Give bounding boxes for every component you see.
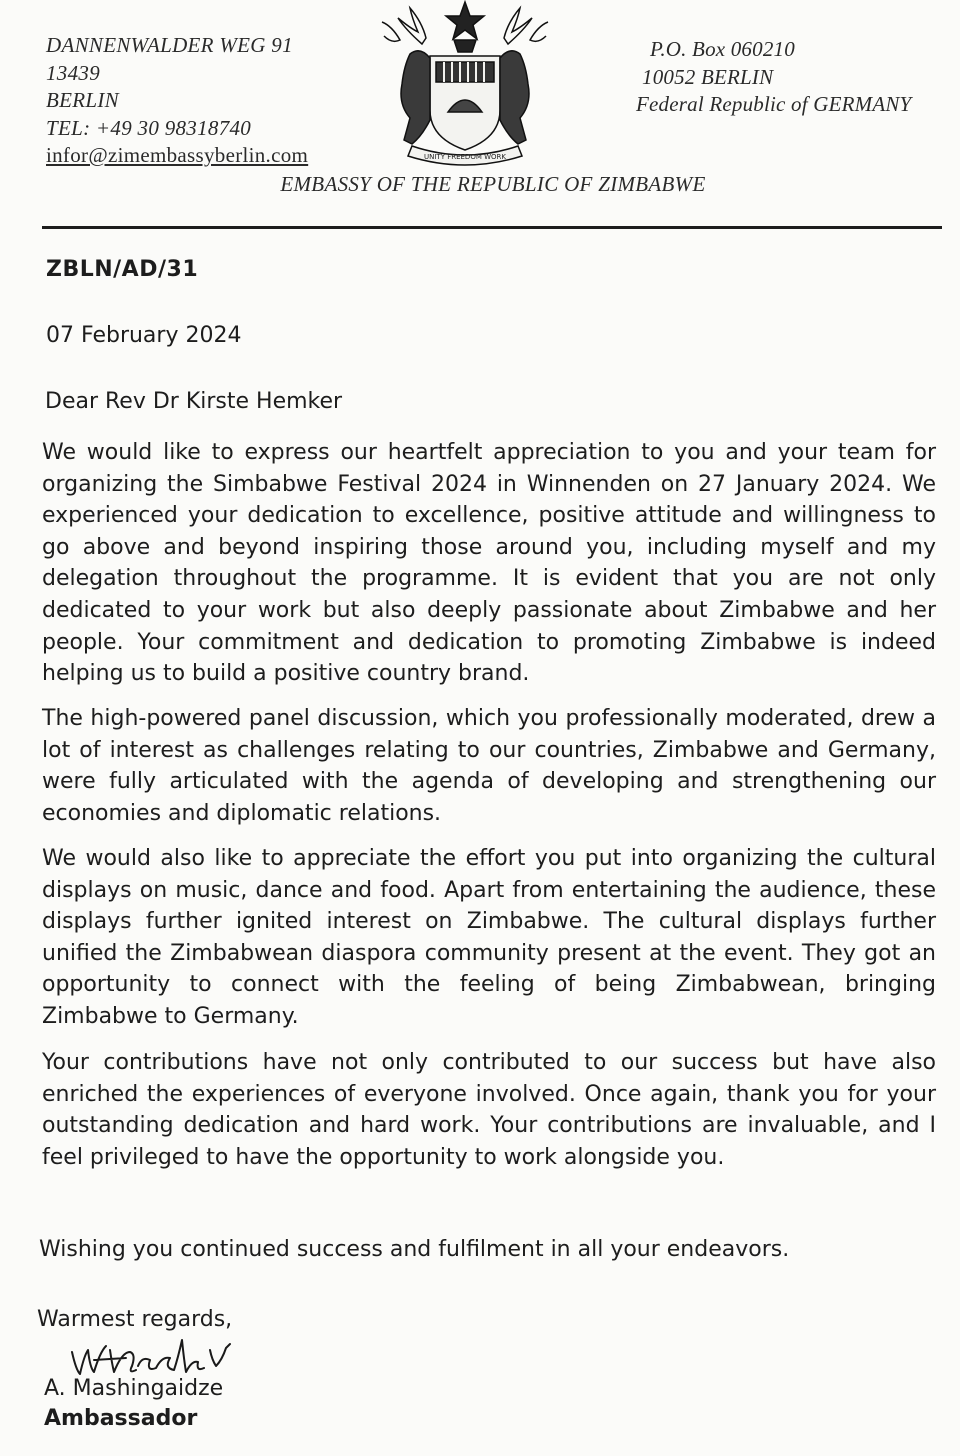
- po-box: P.O. Box 060210: [650, 37, 795, 61]
- address-phone: TEL: +49 30 98318740: [46, 115, 252, 140]
- salutation: Dear Rev Dr Kirste Hemker: [45, 389, 343, 414]
- email-address[interactable]: infor@zimembassyberlin.com: [46, 143, 309, 167]
- closing-line: Wishing you continued success and fulfilment in all your endeavors.: [39, 1237, 790, 1262]
- reference-number: ZBLN/AD/31: [46, 257, 199, 282]
- handwritten-signature: [66, 1330, 246, 1380]
- zimbabwe-coat-of-arms-icon: [352, 0, 578, 170]
- body-paragraph-2: The high-powered panel discussion, which you professionally moderated, drew a lot of interest as challenges relating to our countries, Zimbabwe and Germany, were fully articulated with the agenda of developing and strengthening our economies and diplomatic relations.: [42, 706, 936, 826]
- letterhead-divider: [42, 226, 942, 229]
- country: Federal Republic of GERMANY: [636, 92, 912, 116]
- signatory-name: A. Mashingaidze: [44, 1376, 224, 1401]
- embassy-name: EMBASSY OF THE REPUBLIC OF ZIMBABWE: [280, 172, 706, 196]
- po-city: 10052 BERLIN: [642, 64, 774, 89]
- signatory-title: Ambassador: [44, 1406, 198, 1431]
- address-street: DANNENWALDER WEG 91: [46, 33, 293, 57]
- body-paragraph-3: We would also like to appreciate the effort you put into organizing the cultural displays on music, dance and food. Apart from entertaining the audience, these displays further ignited interest on Zimbabwe. The cultural displays further unified the Zimbabwean diaspora community present at the event. They got an opportunity to connect with the feeling of being Zimbabwean, bringing Zimbabwe to Germany.: [42, 846, 936, 1029]
- sender-address-right: [636, 36, 911, 119]
- address-city: BERLIN: [46, 88, 119, 112]
- sender-address-left: [46, 32, 308, 170]
- address-postcode: 13439: [46, 60, 100, 85]
- sign-off: Warmest regards,: [37, 1307, 233, 1332]
- crest-motto: UNITY FREEDOM WORK: [424, 153, 506, 161]
- body-paragraph-1: We would like to express our heartfelt appreciation to you and your team for organizing the Simbabwe Festival 2024 in Winnenden on 27 January 2024. We experienced your dedication to excellence, positive attitude and willingness to go above and beyond inspiring those around you, including myself and my delegation throughout the programme. It is evident that you are not only dedicated to your work but also deeply passionate about Zimbabwe and her people. Your commitment and dedication to promoting Zimbabwe is indeed helping us to build a positive country brand.: [42, 440, 936, 687]
- body-paragraph-4: Your contributions have not only contributed to our success but have also enriched the experiences of everyone involved. Once again, thank you for your outstanding dedication and hard work. Your contributions are invaluable, and I feel privileged to have the opportunity to work alongside you.: [42, 1050, 936, 1170]
- letter-date: 07 February 2024: [46, 323, 242, 348]
